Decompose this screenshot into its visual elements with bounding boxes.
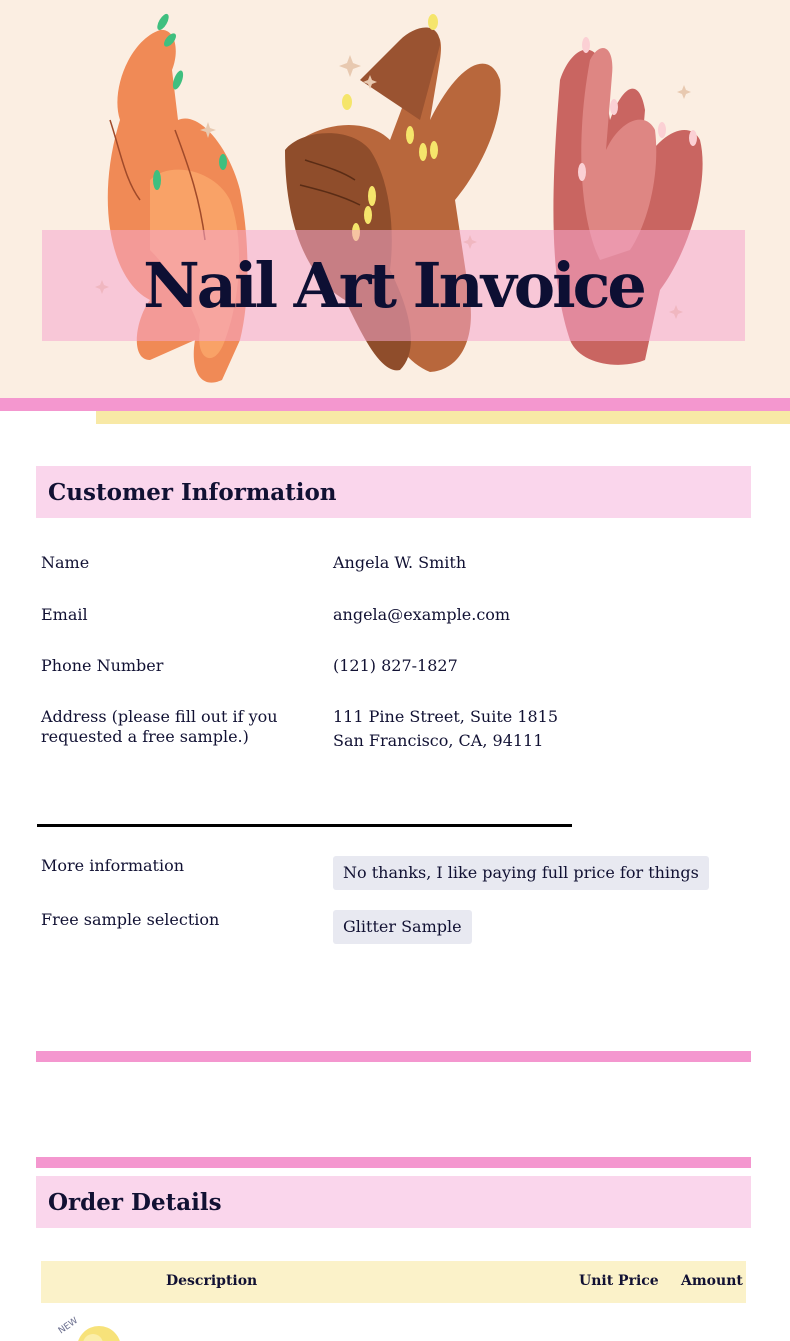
email-value: angela@example.com <box>333 605 511 624</box>
decorative-stripe-pink <box>0 398 790 411</box>
col-amount: Amount <box>681 1273 743 1289</box>
phone-label: Phone Number <box>41 656 164 675</box>
address-label-line2: requested a free sample.) <box>41 727 249 746</box>
col-description: Description <box>166 1273 258 1289</box>
col-unit-price: Unit Price <box>579 1273 659 1289</box>
address-line2: San Francisco, CA, 94111 <box>333 731 544 750</box>
more-info-chip[interactable]: No thanks, I like paying full price for things <box>333 856 709 890</box>
more-info-value-wrap <box>333 856 753 890</box>
email-label: Email <box>41 605 88 624</box>
phone-value: (121) 827-1827 <box>333 656 458 675</box>
customer-info-header <box>36 466 751 518</box>
section-divider <box>37 824 572 827</box>
order-details-title: Order Details <box>48 1188 222 1216</box>
address-value <box>333 705 753 753</box>
more-info-label: More information <box>41 856 185 875</box>
order-details-header <box>36 1176 751 1228</box>
sample-value-wrap <box>333 910 753 944</box>
name-value: Angela W. Smith <box>333 553 467 572</box>
sample-label: Free sample selection <box>41 910 220 929</box>
address-label <box>41 707 291 747</box>
address-line1: 111 Pine Street, Suite 1815 <box>333 707 559 726</box>
section-separator-bottom <box>36 1051 751 1062</box>
title-band <box>42 230 745 341</box>
order-table-header <box>41 1261 746 1303</box>
name-label: Name <box>41 553 90 572</box>
hero-banner <box>0 0 790 398</box>
product-thumbnail <box>41 1310 131 1341</box>
customer-info-title: Customer Information <box>48 478 337 506</box>
decorative-stripe-yellow <box>96 411 790 424</box>
new-badge-icon <box>41 1310 131 1341</box>
sample-chip[interactable]: Glitter Sample <box>333 910 472 944</box>
section-separator-top <box>36 1157 751 1168</box>
new-badge-text: NEW <box>56 1315 81 1337</box>
address-label-line1: Address (please fill out if you <box>41 707 278 726</box>
page-title: Nail Art Invoice <box>143 249 644 322</box>
